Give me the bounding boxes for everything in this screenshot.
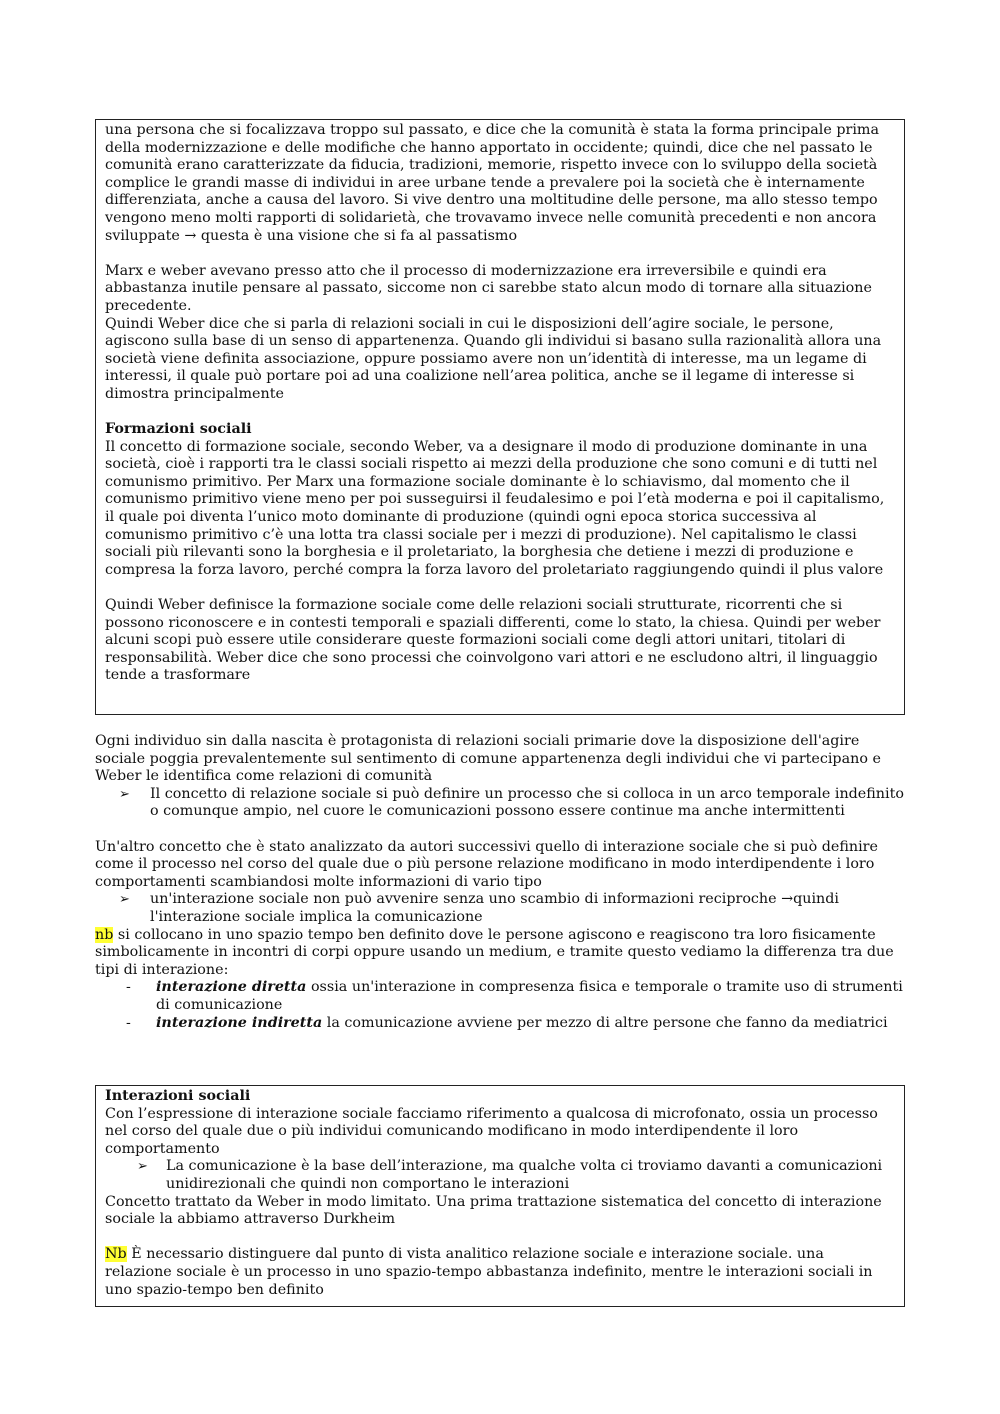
paragraph: Ogni individuo sin dalla nascita è protagonista di relazioni sociali primarie dove la disposizione dell'agire sociale poggia prevalentemente sul sentimento di comune appartenenza degli individui che vi partecipano e Weber le identifica come relazioni di comunità: [95, 733, 881, 785]
paragraph: Il concetto di formazione sociale, secondo Weber, va a designare il modo di produzione dominante in una società, cioè i rapporti tra le classi sociali rispetto ai mezzi della produzione che sono comuni e di tutti nel comunismo primitivo. Per Marx una formazione sociale dominante è lo schiavismo, dal momento che il comunismo primitivo viene meno per poi susseguirsi il feudalesimo e poi l’età moderna e poi il capitalismo, il quale poi diventa l’unico moto dominante di produzione (quindi ogni epoca storica successiva al comunismo primitivo c’è una lotta tra classi sociale per i mezzi di produzione). Nel capitalismo le classi sociali più rilevanti sono la borghesia e il proletariato, la borghesia che detiene i mezzi di produzione e compresa la forza lavoro, perché compra la forza lavoro del proletariato raggiungendo quindi il plus valore: [105, 438, 885, 578]
highlighted-nb: nb: [95, 926, 114, 943]
paragraph: Con l’espressione di interazione sociale facciamo riferimento a qualcosa di microfonato, ossia un processo nel corso del quale due o più individui comunicando modificano in modo interdipendente il loro comportamento: [105, 1105, 878, 1157]
list-item-text: la comunicazione avviene per mezzo di altre persone che fanno da mediatrici: [322, 1014, 888, 1031]
spacer: [95, 821, 907, 839]
paragraph-text: È necessario distinguere dal punto di vista analitico relazione sociale e interazione sociale. una relazione sociale è un processo in uno spazio-tempo abbastanza indefinito, mentre le interazioni sociali in uno spazio-tempo ben definito: [105, 1246, 873, 1298]
bullet-list: [105, 1158, 895, 1193]
dash-list: [95, 979, 907, 1032]
term: interazione indiretta: [156, 1014, 323, 1031]
spacer: [105, 245, 895, 263]
arrow-bullet-icon: ➢: [137, 1159, 148, 1175]
list-item: [95, 1015, 907, 1033]
spacer: [105, 579, 895, 597]
paragraph: Marx e weber avevano presso atto che il processo di modernizzazione era irreversibile e quindi era abbastanza inutile pensare al passato, siccome non ci sarebbe stato alcun modo di tornare alla situazione precedente.: [105, 262, 872, 314]
spacer: [105, 404, 895, 422]
spacer: [105, 1229, 895, 1247]
list-item: [105, 1158, 895, 1193]
list-item-text: ossia un'interazione in compresenza fisica e temporale o tramite uso di strumenti di comunicazione: [156, 979, 903, 1013]
list-item: [95, 786, 907, 821]
list-item-text: La comunicazione è la base dell’interazione, ma qualche volta ci troviamo davanti a comunicazioni unidirezionali che quindi non comportano le interazioni: [166, 1158, 883, 1192]
highlighted-nb: Nb: [105, 1246, 127, 1263]
section-heading: Formazioni sociali: [105, 421, 252, 438]
dash-bullet: -: [126, 1014, 131, 1031]
dash-bullet: -: [126, 979, 131, 996]
section-heading: Interazioni sociali: [105, 1088, 251, 1104]
list-item-text: un'interazione sociale non può avvenire senza uno scambio di informazioni reciproche →quindi l'interazione sociale implica la comunicazione: [150, 891, 839, 925]
arrow-bullet-icon: ➢: [119, 786, 130, 802]
list-item: [95, 979, 907, 1014]
bullet-list: [95, 786, 907, 821]
term: interazione diretta: [156, 979, 307, 996]
bullet-list: [95, 891, 907, 926]
paragraph: Quindi Weber definisce la formazione sociale come delle relazioni sociali strutturate, ricorrenti che si possono riconoscere e in contesti temporali e spaziali differenti, come lo stato, la chiesa. Quindi per weber alcuni scopi può essere utile considerare queste formazioni sociali come degli attori unitari, titolari di responsabilità. Weber dice che sono processi che coinvolgono vari attori e ne escludono altri, il linguaggio tende a trasformare: [105, 597, 881, 684]
paragraph-text: si collocano in uno spazio tempo ben definito dove le persone agiscono e reagiscono tra loro fisicamente simbolicamente in incontri di corpi oppure usando un medium, e tramite questo vediamo la differenza tra due tipi di interazione:: [95, 926, 894, 978]
text-box-interazioni-sociali: [95, 1085, 905, 1307]
paragraph: una persona che si focalizzava troppo sul passato, e dice che la comunità è stata la forma principale prima della modernizzazione e delle modifiche che hanno apportato in occidente; quindi, dice che nel passato le comunità erano caratterizzate da fiducia, tradizioni, memorie, rispetto invece con lo sviluppo della società complice le grandi masse di individui in aree urbane tende a prevalere poi la società che è internamente differenziata, anche a causa del lavoro. Si vive dentro una moltitudine delle persone, ma allo stesso tempo vengono meno molti rapporti di solidarietà, che trovavamo invece nelle comunità precedenti e non ancora sviluppate → questa è una visione che si fa al passatismo: [105, 122, 879, 244]
paragraph: [95, 927, 907, 980]
list-item-text: Il concetto di relazione sociale si può definire un processo che si colloca in un arco temporale indefinito o comunque ampio, nel cuore le comunicazioni possono essere continue ma anche intermittenti: [150, 785, 904, 820]
paragraph: [105, 1246, 895, 1299]
paragraph: Concetto trattato da Weber in modo limitato. Una prima trattazione sistematica del concetto di interazione sociale la abbiamo attraverso Durkheim: [105, 1193, 882, 1228]
body-text-section: [95, 733, 907, 1032]
arrow-bullet-icon: ➢: [119, 892, 130, 908]
paragraph: Un'altro concetto che è stato analizzato da autori successivi quello di interazione sociale che si può definire come il processo nel corso del quale due o più persone relazione modificano in modo interdipendente i loro comportamenti scambiandosi molte informazioni di vario tipo: [95, 838, 878, 890]
paragraph: Quindi Weber dice che si parla di relazioni sociali in cui le disposizioni dell’agire sociale, le persone, agiscono sulla base di un senso di appartenenza. Quando gli individui si basano sulla razionalità allora una società viene definita associazione, oppure possiamo avere non un’identità di interesse, ma un legame di interessi, il quale può portare poi ad una coalizione nell’area politica, anche se il legame di interesse si dimostra principalmente: [105, 315, 882, 402]
text-box-formazioni-sociali: [95, 119, 905, 715]
list-item: [95, 891, 907, 926]
